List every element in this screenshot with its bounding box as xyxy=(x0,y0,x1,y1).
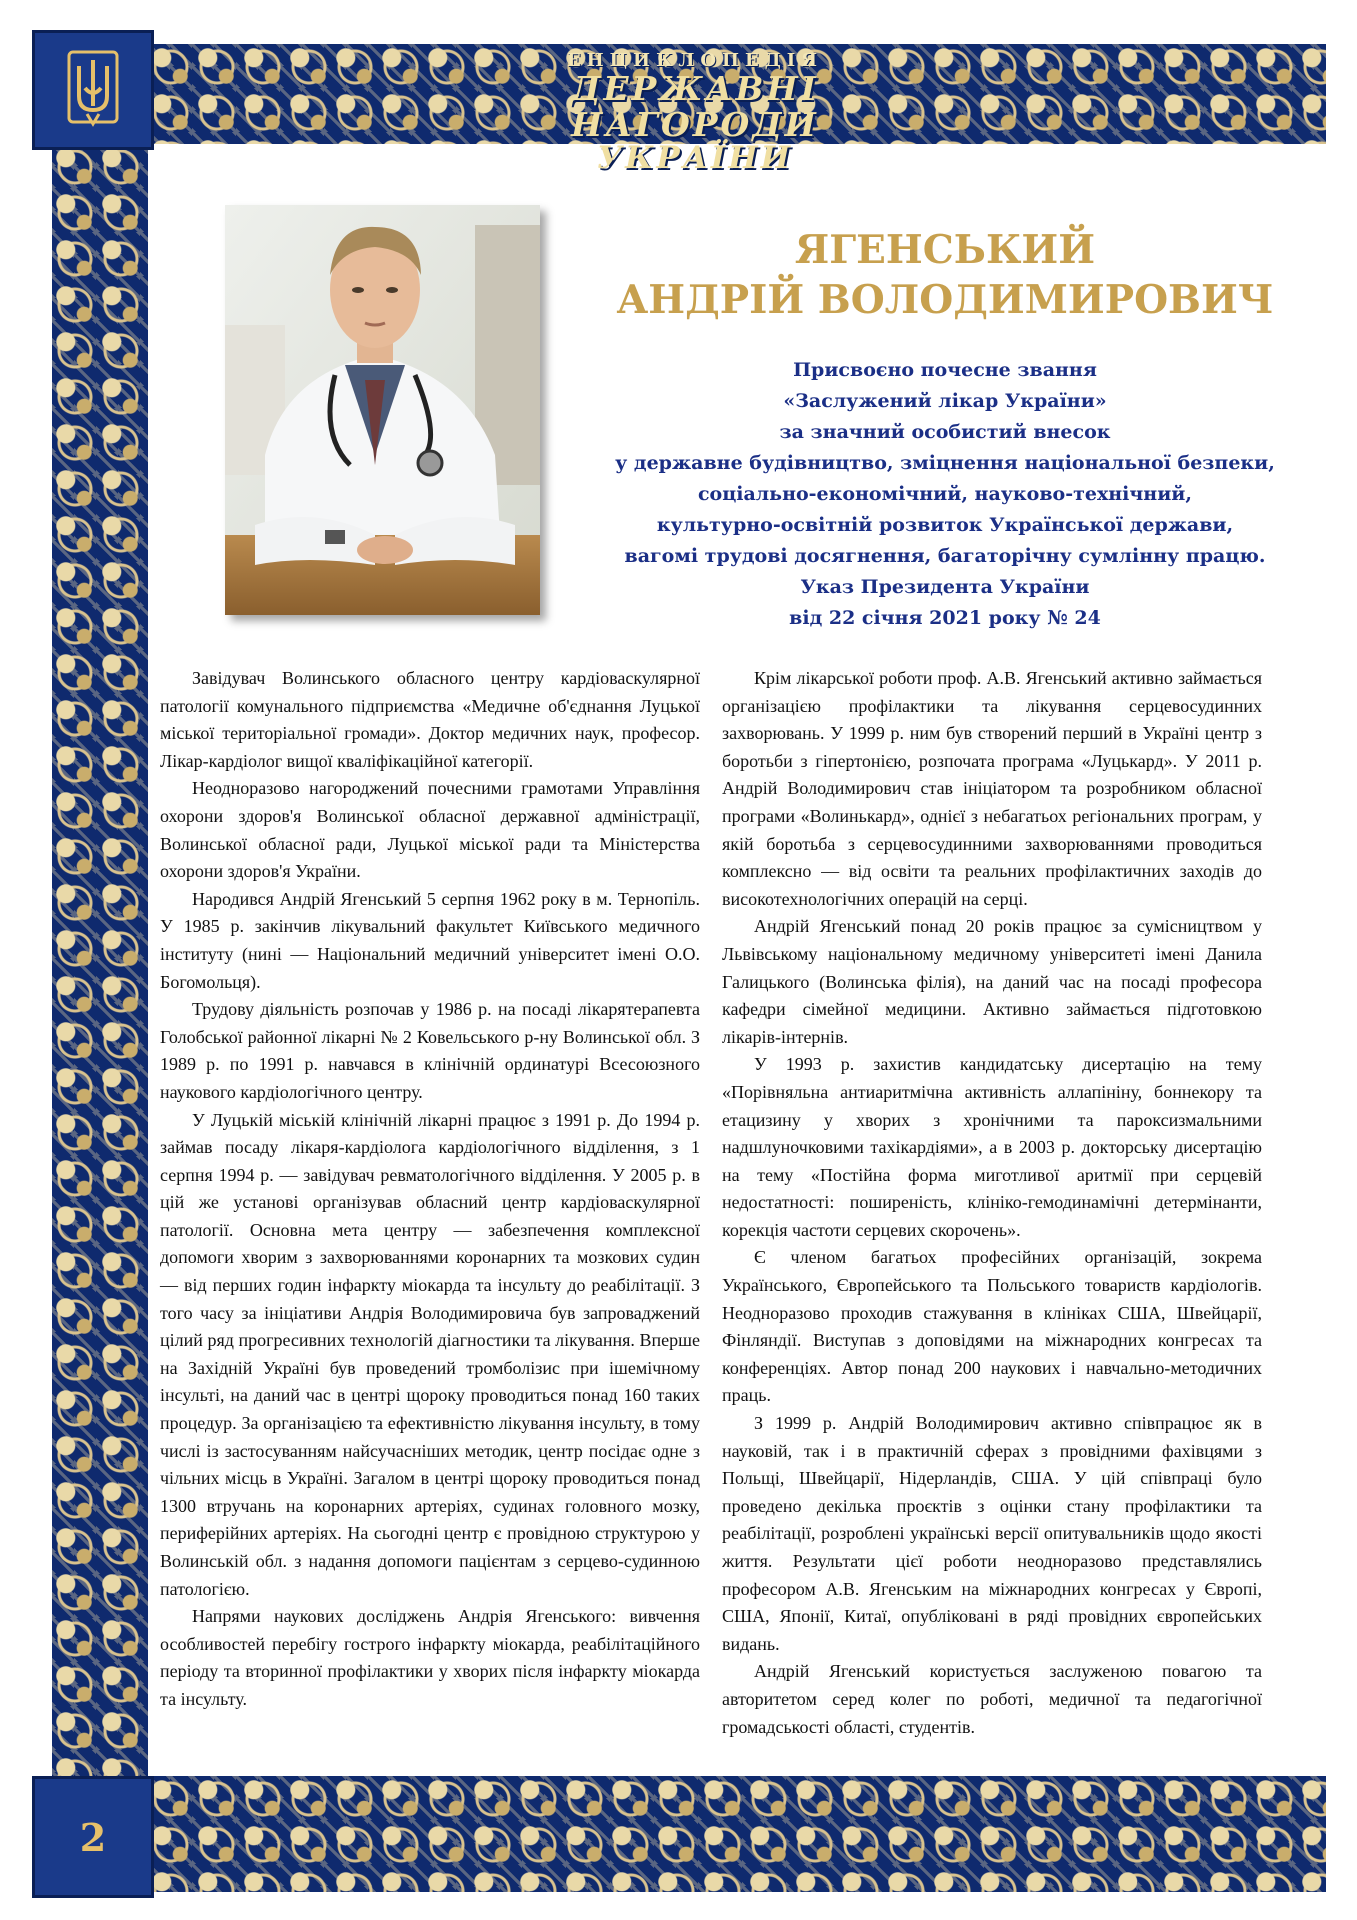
award-line: у державне будівництво, зміцнення національної безпеки, xyxy=(615,452,1275,474)
award-line: Указ Президента України xyxy=(800,576,1090,598)
banner-title-line1: ДЕРЖАВНІ НАГОРОДИ xyxy=(571,69,819,144)
person-given-names: АНДРІЙ ВОЛОДИМИРОВИЧ xyxy=(616,277,1274,323)
portrait-photo xyxy=(225,205,540,615)
award-line: «Заслужений лікар України» xyxy=(783,390,1107,412)
paragraph: Крім лікарської роботи проф. А.В. Ягенський активно займається організацією профілактики та лікування серцевосудинних захворювань. У 1999 р. ним був створений перший в Україні центр з боротьби з гіпертонією, розпочата програма «Луцькард». У 2011 р. Андрій Володимирович став ініціатором та розробником обласної програми «Волинькард», однієї з небагатьох регіональних програм, у якій боротьба з серцевосудинними захворюваннями проводиться комплексно — від освіти та реальних профілактичних заходів до високотехнологічних операцій на серці. xyxy=(722,668,1262,909)
page-number: 2 xyxy=(32,1776,154,1898)
paragraph: Є членом багатьох професійних організацій, зокрема Українського, Європейського та Польського товариств кардіологів. Неодноразово проходив стажування в клініках США, Швейцарії, Фінляндії. Виступав з доповідями на міжнародних конгресах та конференціях. Автор понад 200 наукових і навчально-методичних праць. xyxy=(722,1247,1262,1406)
paragraph: Народився Андрій Ягенський 5 серпня 1962 року в м. Тернопіль. У 1985 р. закінчив лікувальний факультет Київського медичного інституту (нині — Національний медичний університет імені О.О. Богомольця). xyxy=(160,888,700,992)
award-statement xyxy=(610,355,1280,634)
person-surname: ЯГЕНСЬКИЙ xyxy=(794,227,1096,273)
award-line: соціально-економічний, науково-технічний, xyxy=(697,483,1193,505)
paragraph: У 1993 р. захистив кандидатську дисертацію на тему «Порівняльна антиаритмічна активність аллапініну, боннекору та етацизину у хворих з хронічними та пароксизмальними надшлуночковими тахікардіями», а в 2003 р. докторську дисертацію на тему «Постійна форма миготливої аритмії при серцевій недостатності: поширеність, клініко-гемодинамічні детермінанти, корекція частоти серцевих скорочень». xyxy=(722,1054,1262,1240)
paragraph: Завідувач Волинського обласного центру кардіоваскулярної патології комунального підприємства «Медичне об'єднання Луцької міської територіальної громади». Доктор медичних наук, професор. Лікар-кардіолог вищої кваліфікаційної категорії. xyxy=(160,668,700,771)
paragraph: Андрій Ягенський користується заслуженою повагою та авторитетом серед колег по роботі, медичної та педагогічної громадськості області, студентів. xyxy=(722,1661,1262,1737)
paragraph: Неодноразово нагороджений почесними грамотами Управління охорони здоров'я Волинської обласної державної адміністрації, Волинської обласної ради, Луцької міської ради та Міністерства охорони здоров'я України. xyxy=(160,778,700,882)
paragraph: Напрями наукових досліджень Андрія Ягенського: вивчення особливостей перебігу гострого інфаркту міокарда, реабілітаційного періоду та вторинної профілактики у хворих після інфаркту міокарда та інсульту. xyxy=(160,1606,700,1709)
banner-title-line2: УКРАЇНИ xyxy=(597,140,793,176)
award-line: Присвоєно почесне звання xyxy=(793,359,1097,381)
banner-series: ЕНЦИКЛОПЕДІЯ xyxy=(566,50,824,71)
paragraph: З 1999 р. Андрій Володимирович активно співпрацює як в науковій, так і в практичній сферах з провідними фахівцями з Польщі, Швейцарії, Нідерландів, США. У цій співпраці було проведено декілька проєктів з оцінки стану профілактики та реабілітації, розроблені українські версії опитувальників щодо якості життя. Результати цієї роботи неодноразово представлялись професором А.В. Ягенським на міжнародних конгресах у Європі, США, Японії, Китаї, опубліковані в ряді провідних європейських видань. xyxy=(722,1413,1262,1654)
award-line: за значний особистий внесок xyxy=(779,421,1111,443)
person-name xyxy=(610,225,1280,325)
paragraph: У Луцькій міській клінічній лікарні працює з 1991 р. До 1994 р. займав посаду лікаря-кардіолога кардіологічного відділення, з 1 серпня 1994 р. — завідувач ревматологічного відділення. У 2005 р. в цій же установі організував обласний центр кардіоваскулярної патології. Основна мета центру — забезпечення комплексної допомоги хворим з захворюваннями коронарних та мозкових судин — від перших годин інфаркту міокарда та інсульту до реабілітації. З того часу за ініціативи Андрія Володимировича був запроваджений цілий ряд прогресивних технологій діагностики та лікування. Вперше на Західній Україні був проведений тромболізис при ішемічному інсульті, на даний час в центрі щороку проводиться понад 160 таких процедур. За організацією та ефективністю лікування інсульту, в тому числі із застосуванням найсучасніших методик, центр посідає одне з чільних місць в Україні. Загалом в центрі щороку проводиться понад 1300 втручань на коронарних артеріях, судинах головного мозку, периферійних артеріях. На сьогодні центр є провідною структурою у Волинській обл. з надання допомоги пацієнтам з серцево-судинною патологією. xyxy=(160,1109,700,1599)
paragraph: Трудову діяльність розпочав у 1986 р. на посаді лікарятерапевта Голобської районної лікарні № 2 Ковельського р-ну Волинської обл. З 1989 р. по 1991 р. навчався в клінічній ординатурі Всесоюзного наукового кардіологічного центру. xyxy=(160,999,700,1102)
body-column-right xyxy=(722,665,1262,1741)
encyclopedia-banner xyxy=(450,50,940,176)
emblem-box xyxy=(32,30,154,150)
award-line: культурно-освітній розвиток Української держави, xyxy=(656,514,1234,536)
award-line: від 22 січня 2021 року № 24 xyxy=(789,607,1101,629)
award-line: вагомі трудові досягнення, багаторічну сумлінну працю. xyxy=(624,545,1266,567)
ornament-bottom-border xyxy=(148,1776,1326,1892)
trident-emblem-icon xyxy=(63,48,123,132)
ornament-left-border xyxy=(52,144,148,1776)
paragraph: Андрій Ягенський понад 20 років працює за сумісництвом у Львівському національному медичному університеті імені Данила Галицького (Волинська філія), на даний час на посаді професора кафедри сімейної медицини. Активно займається підготовкою лікарів-інтернів. xyxy=(722,916,1262,1047)
body-column-left xyxy=(160,665,700,1714)
